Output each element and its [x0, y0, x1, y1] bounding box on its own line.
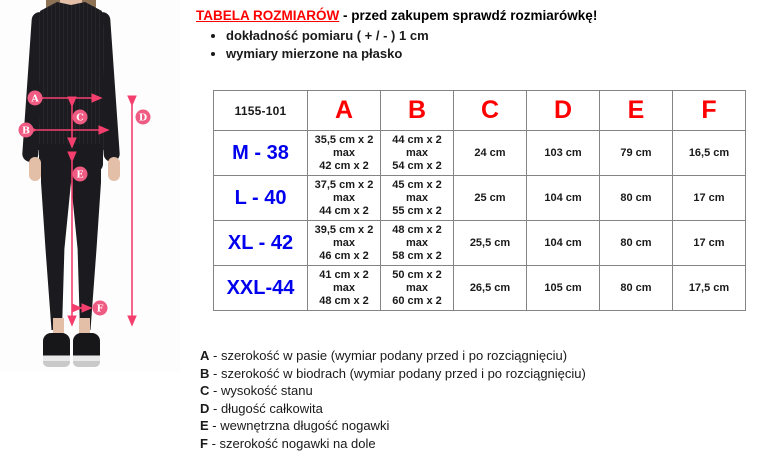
- legend-key: E: [200, 418, 209, 434]
- size-label: M - 38: [214, 131, 308, 176]
- cell-line: 55 cm x 2: [392, 204, 442, 217]
- badge-F: F: [96, 303, 104, 315]
- cell-b: [381, 221, 454, 266]
- cell-line: max: [332, 236, 356, 249]
- legend-item-a: [200, 347, 760, 365]
- cell-line: 44 cm x 2: [319, 204, 369, 217]
- cell-line: 60 cm x 2: [392, 294, 442, 307]
- size-table: [213, 90, 746, 311]
- table-row: [214, 221, 746, 266]
- cell-a: [308, 131, 381, 176]
- cell-a: [308, 266, 381, 311]
- col-header-d: D: [527, 91, 600, 131]
- cell-b: [381, 176, 454, 221]
- cell-e: 80 cm: [600, 176, 673, 221]
- cell-b: [381, 131, 454, 176]
- cell-a: [308, 221, 381, 266]
- legend-key: B: [200, 365, 210, 381]
- cell-f: 16,5 cm: [673, 131, 746, 176]
- legend-item-b: [200, 365, 760, 383]
- note-item: • dokładność pomiaru ( + / - ) 1 cm: [226, 28, 756, 44]
- cell-line: max: [405, 281, 429, 294]
- cell-line: 41 cm x 2: [319, 268, 369, 281]
- table-row: [214, 266, 746, 311]
- badge-D: D: [138, 112, 148, 124]
- product-code: 1155-101: [214, 91, 308, 131]
- cell-e: 79 cm: [600, 131, 673, 176]
- legend-text: - szerokość w biodrach (wymiar podany przed i po rozciągnięciu): [213, 365, 586, 381]
- size-label: XXL-44: [214, 266, 308, 311]
- size-label: L - 40: [214, 176, 308, 221]
- note-list: [196, 28, 756, 62]
- col-header-f: F: [673, 91, 746, 131]
- cell-b: [381, 266, 454, 311]
- cell-c: 26,5 cm: [454, 266, 527, 311]
- cell-line: 54 cm x 2: [392, 159, 442, 172]
- cell-line: 48 cm x 2: [319, 294, 369, 307]
- cell-line: 48 cm x 2: [392, 223, 442, 236]
- legend-key: D: [200, 400, 210, 416]
- badge-B: B: [21, 125, 31, 137]
- cell-line: 39,5 cm x 2: [314, 223, 374, 236]
- legend-item-c: [200, 382, 760, 400]
- cell-d: 105 cm: [527, 266, 600, 311]
- badge-C: C: [76, 112, 84, 124]
- cell-line: max: [332, 281, 356, 294]
- size-label: XL - 42: [214, 221, 308, 266]
- table-row: [214, 176, 746, 221]
- legend-text: - szerokość nogawki na dole: [211, 435, 376, 451]
- cell-line: max: [332, 146, 356, 159]
- measurement-overlay: [0, 0, 180, 372]
- cell-d: 104 cm: [527, 221, 600, 266]
- cell-c: 24 cm: [454, 131, 527, 176]
- cell-line: max: [405, 191, 429, 204]
- legend-key: A: [200, 348, 210, 363]
- note-item: • wymiary mierzone na płasko: [226, 46, 756, 62]
- legend-key: C: [200, 383, 210, 399]
- legend-text: - szerokość w pasie (wymiar podany przed i po rozciągnięciu): [213, 348, 568, 363]
- legend-text: - długość całkowita: [213, 400, 323, 416]
- heading-block: [196, 8, 756, 64]
- cell-e: 80 cm: [600, 221, 673, 266]
- cell-line: 45 cm x 2: [392, 178, 442, 191]
- cell-line: 35,5 cm x 2: [314, 133, 374, 146]
- cell-d: 103 cm: [527, 131, 600, 176]
- cell-line: max: [332, 191, 356, 204]
- legend-item-d: [200, 400, 760, 418]
- cell-line: 46 cm x 2: [319, 249, 369, 262]
- table-header-row: [214, 91, 746, 131]
- cell-line: 58 cm x 2: [392, 249, 442, 262]
- legend-text: - wysokość stanu: [213, 383, 313, 399]
- model-photo: [0, 0, 180, 372]
- page-title: [196, 8, 756, 23]
- col-header-e: E: [600, 91, 673, 131]
- table-row: [214, 131, 746, 176]
- cell-f: 17 cm: [673, 221, 746, 266]
- col-header-a: A: [308, 91, 381, 131]
- title-red: TABELA ROZMIARÓW: [196, 8, 340, 23]
- cell-f: 17 cm: [673, 176, 746, 221]
- legend-item-e: [200, 417, 760, 435]
- cell-c: 25 cm: [454, 176, 527, 221]
- cell-c: 25,5 cm: [454, 221, 527, 266]
- cell-line: 50 cm x 2: [392, 268, 442, 281]
- legend-key: F: [200, 435, 208, 451]
- cell-line: 42 cm x 2: [319, 159, 369, 172]
- cell-line: 44 cm x 2: [392, 133, 442, 146]
- col-header-b: B: [381, 91, 454, 131]
- badge-E: E: [76, 169, 84, 181]
- legend-item-f: [200, 435, 760, 453]
- col-header-c: C: [454, 91, 527, 131]
- measurement-legend: [200, 347, 760, 453]
- cell-line: max: [405, 236, 429, 249]
- title-rest: - przed zakupem sprawdź rozmiarówkę!: [343, 8, 598, 23]
- cell-f: 17,5 cm: [673, 266, 746, 311]
- badge-A: A: [31, 93, 39, 105]
- cell-line: max: [405, 146, 429, 159]
- cell-line: 37,5 cm x 2: [314, 178, 374, 191]
- legend-text: - wewnętrzna długość nogawki: [212, 418, 390, 434]
- cell-a: [308, 176, 381, 221]
- cell-d: 104 cm: [527, 176, 600, 221]
- cell-e: 80 cm: [600, 266, 673, 311]
